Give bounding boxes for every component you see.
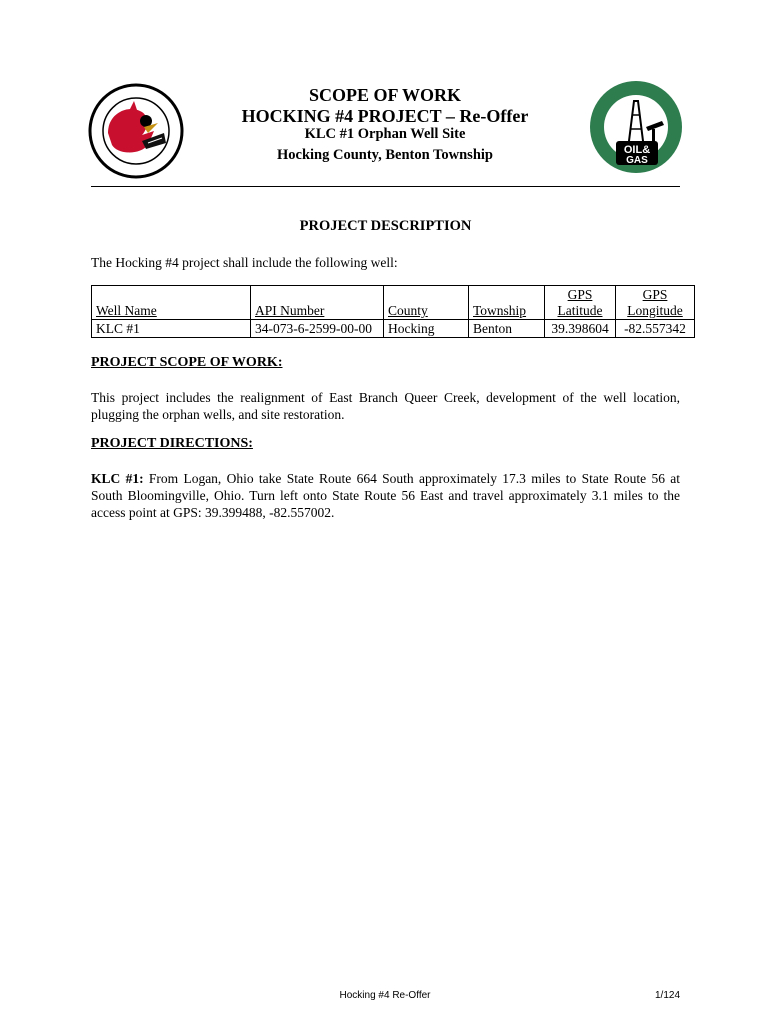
footer-page-number: 1/124 [655, 990, 681, 1001]
header-well-name: Well Name [92, 286, 251, 320]
document-title: SCOPE OF WORK [308, 85, 461, 105]
directions-body: From Logan, Ohio take State Route 664 South approximately 17.3 miles to State Route 56 at South Bloomingville, Ohio. Turn left onto State Route 56 East and travel approximately 3.1 miles to the access point at GPS: 39.399488, -82.557002. [91, 471, 680, 520]
cell-well-name: KLC #1 [92, 320, 251, 338]
header-township: Township [469, 286, 545, 320]
project-intro-text: The Hocking #4 project shall include the following well: [91, 255, 398, 270]
cell-county: Hocking [384, 320, 469, 338]
cell-api-number: 34-073-6-2599-00-00 [251, 320, 384, 338]
cell-longitude: -82.557342 [616, 320, 695, 338]
oil-gas-division-seal-icon [588, 79, 684, 175]
table-row [92, 320, 695, 338]
table-header-row [92, 286, 695, 320]
header-divider [91, 186, 680, 187]
project-description-heading: PROJECT DESCRIPTION [299, 218, 472, 234]
header-county: County [384, 286, 469, 320]
ohio-dnr-seal-icon [88, 83, 184, 179]
site-subtitle: KLC #1 Orphan Well Site [304, 126, 466, 142]
header-gps-longitude: GPS Longitude [616, 286, 695, 320]
scope-of-work-heading: PROJECT SCOPE OF WORK: [91, 355, 283, 370]
cell-township: Benton [469, 320, 545, 338]
footer-document-name: Hocking #4 Re-Offer [339, 990, 431, 1001]
scope-of-work-text: This project includes the realignment of East Branch Queer Creek, development of the well location, plugging the orphan wells, and site restoration. [91, 390, 680, 422]
header-gps-latitude: GPS Latitude [545, 286, 616, 320]
svg-text:OIL&: OIL& [623, 144, 651, 156]
directions-well-label: KLC #1: [91, 471, 144, 486]
location-subtitle: Hocking County, Benton Township [277, 147, 493, 163]
svg-text:GAS: GAS [626, 155, 648, 166]
cell-latitude: 39.398604 [545, 320, 616, 338]
wells-table [91, 285, 695, 338]
project-title: HOCKING #4 PROJECT – Re-Offer [241, 106, 529, 126]
header-api-number: API Number [251, 286, 384, 320]
project-directions-heading: PROJECT DIRECTIONS: [91, 436, 253, 451]
project-directions-text [91, 470, 680, 521]
